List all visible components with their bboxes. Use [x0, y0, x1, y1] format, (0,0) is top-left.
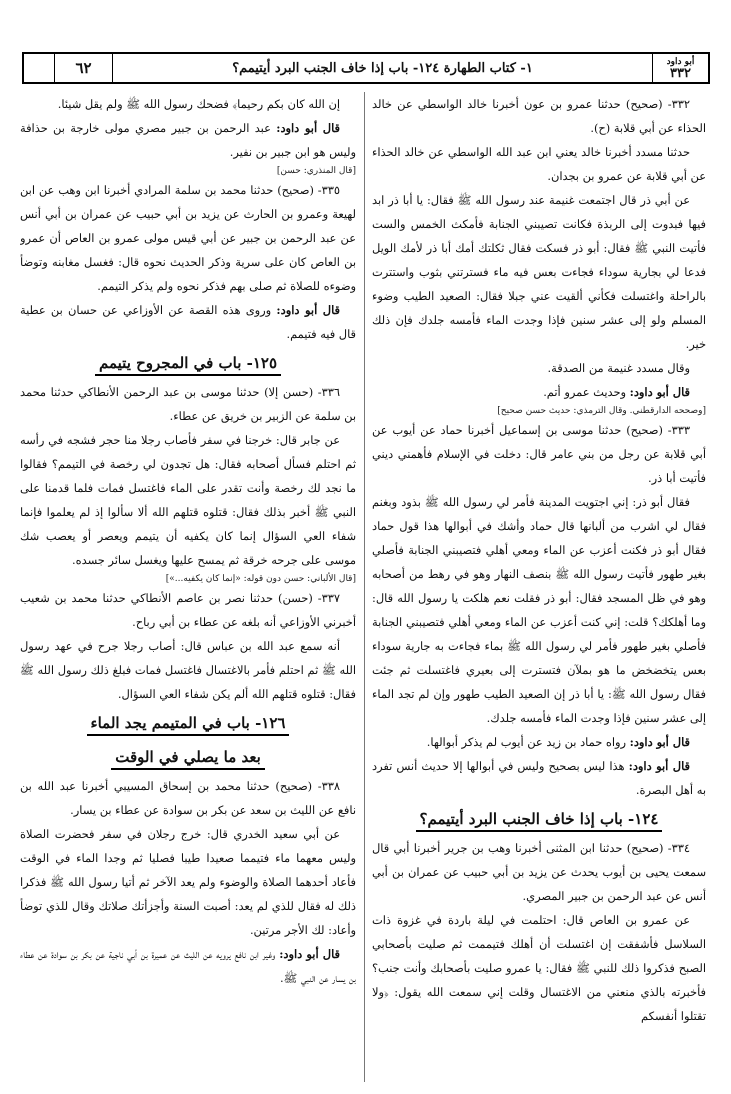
- hadith-paragraph: ٣٣٢- (صحيح) حدثنا عمرو بن عون أخبرنا خالد الواسطي عن خالد الحذاء عن أبي قلابة (ح).: [372, 97, 706, 135]
- comment-text: وحديث عمرو أتم.: [543, 385, 630, 399]
- chapter-heading: [20, 706, 356, 740]
- abu-dawud-comment: [20, 116, 356, 164]
- abu-dawud-comment: [372, 730, 706, 754]
- comment-label: قال أبو داود:: [629, 385, 690, 399]
- abu-dawud-comment: [20, 942, 356, 990]
- comment-label: قال أبو داود:: [628, 759, 691, 773]
- page-number: ٦٢: [54, 54, 112, 82]
- comment-text: وغير ابن نافع يرويه عن الليث عن عميرة بن أبي ناجية عن بكر بن سوادة عن عطاء بن يسار عن النبي ﷺ.: [20, 947, 356, 985]
- hadith-paragraph: ٣٣٤- (صحيح) حدثنا ابن المثنى أخبرنا وهب بن جرير أخبرنا أبي قال سمعت يحيى بن أيوب يحدث عن يزيد بن أبي حبيب عن عمران بن أبي أنس عن عبد الرحمن بن جبير المصري.: [372, 841, 706, 903]
- comment-text: رواه حماد بن زيد عن أيوب لم يذكر أبوالها.: [426, 735, 630, 749]
- chapter-heading-text: بعد ما يصلي في الوقت: [111, 748, 265, 770]
- chapter-title: ١- كتاب الطهارة ١٢٤- باب إذا خاف الجنب البرد أيتيمم؟: [112, 54, 652, 82]
- right-text-column: [372, 92, 706, 1082]
- hadith-paragraph: ٣٣٧- (حسن) حدثنا نصر بن عاصم الأنطاكي حدثنا محمد بن شعيب أخبرني الأوزاعي أنه بلغه عن عطاء بن أبي رباح.: [20, 591, 356, 629]
- chapter-heading-text: ١٢٤- باب إذا خاف الجنب البرد أيتيمم؟: [416, 810, 663, 832]
- grading-note: [قال المنذري: حسن]: [276, 166, 356, 176]
- hadith-paragraph: عن أبي سعيد الخدري قال: خرج رجلان في سفر فحضرت الصلاة وليس معهما ماء فتيمما صعيدا طيبا فصليا ثم وجدا الماء في الوقت فأعاد أحدهما الصلاة والوضوء ولم يعد الآخر ثم أتيا رسول الله ﷺ فذكرا ذلك له فقال للذي لم يعد: أصبت السنة وأجزأتك صلاتك وقال للذي توضأ وأعاد: لك الأجر مرتين.: [20, 827, 356, 937]
- chapter-heading: [372, 802, 706, 836]
- comment-text: هذا ليس بصحيح وليس في أبوالها إلا حديث أنس تفرد به أهل البصرة.: [372, 759, 706, 797]
- hadith-range: ٣٣٢: [670, 66, 691, 81]
- abu-dawud-comment: [372, 380, 706, 404]
- hadith-paragraph: إن الله كان بكم رحيما﴾ فضحك رسول الله ﷺ ولم يقل شيئا.: [57, 97, 340, 111]
- hadith-paragraph: فقال أبو ذر: إني اجتويت المدينة فأمر لي رسول الله ﷺ بذود وبغنم فقال لي اشرب من ألبانها قال حماد وأشك في أبوالها هذا قول حماد فقال أبو ذر فكنت أعزب عن الماء ومعي أهلي فتصيبني الجنابة فأصلي بغير طهور فأتيت رسول الله ﷺ بنصف النهار وهو في رهط من أصحابه وهو في ظل المسجد فقال: أبو ذر فقلت نعم هلكت يا رسول الله قال: وما أهلكك؟ قلت: إني كنت أعزب عن الماء ومعي أهلي فتصيبني الجنابة فأصلي بغير طهور فأمر لي رسول الله ﷺ بماء فجاءت به جارية سوداء بعس يتخضخض ما هو بملآن فتسترت إلى بعيري فاغتسلت ثم جئت فقال رسول الله ﷺ: يا أبا ذر إن الصعيد الطيب طهور وإن لم تجد الماء إلى عشر سنين فإذا وجدت الماء فأمسه جلدك.: [372, 495, 706, 725]
- column-divider: [364, 92, 365, 1082]
- comment-label: قال أبو داود:: [276, 303, 340, 317]
- chapter-heading-text: ١٢٥- باب في المجروح يتيمم: [95, 354, 281, 376]
- comment-label: قال أبو داود:: [629, 735, 690, 749]
- grading-note: [وصححه الدارقطني. وقال الترمذي: حديث حسن صحيح]: [497, 406, 706, 416]
- chapter-heading: [20, 346, 356, 380]
- page-header: [22, 52, 710, 84]
- abu-dawud-comment: [20, 298, 356, 346]
- comment-text: وروى هذه القصة عن الأوزاعي عن حسان بن عطية قال فيه فتيمم.: [20, 303, 356, 341]
- hadith-paragraph: ٣٣٣- (صحيح) حدثنا موسى بن إسماعيل أخبرنا حماد عن أيوب عن أبي قلابة عن رجل من بني عامر قال: دخلت في الإسلام فأهمني ديني فأتيت أبا ذر.: [372, 423, 706, 485]
- header-blank-cell: [24, 54, 54, 82]
- hadith-reference-box: [652, 54, 708, 82]
- hadith-paragraph: ٣٣٨- (صحيح) حدثنا محمد بن إسحاق المسيبي أخبرنا عبد الله بن نافع عن الليث بن سعد عن بكر بن سوادة عن عطاء بن يسار.: [20, 779, 356, 817]
- comment-label: قال أبو داود:: [279, 947, 341, 961]
- chapter-heading-text: ١٢٦- باب في المتيمم يجد الماء: [87, 714, 290, 736]
- left-text-column: [20, 92, 356, 1082]
- hadith-paragraph: ٣٣٦- (حسن إلا) حدثنا موسى بن عبد الرحمن الأنطاكي حدثنا محمد بن سلمة عن الزبير بن خريق عن عطاء.: [20, 385, 356, 423]
- hadith-paragraph: وقال مسدد غنيمة من الصدقة.: [547, 361, 690, 375]
- hadith-paragraph: عن جابر قال: خرجنا في سفر فأصاب رجلا منا حجر فشجه في رأسه ثم احتلم فسأل أصحابه فقال: هل تجدون لي رخصة في التيمم؟ فقالوا ما نجد لك رخصة وأنت تقدر على الماء فاغتسل فمات فلما قدمنا على النبي ﷺ أخبر بذلك فقال: قتلوه قتلهم الله ألا سألوا إذ لم يعلموا فإنما شفاء العي السؤال إنما كان يكفيه أن يتيمم ويعصر أو يعصب شك موسى على جرحه خرقة ثم يمسح عليها ويغسل سائر جسده.: [20, 433, 356, 567]
- grading-note: [قال الألباني: حسن دون قوله: «إنما كان يكفيه...»]: [165, 574, 356, 584]
- comment-label: قال أبو داود:: [276, 121, 340, 135]
- hadith-paragraph: عن عمرو بن العاص قال: احتلمت في ليلة باردة في غزوة ذات السلاسل فأشفقت إن اغتسلت أن أهلك فتيممت ثم صليت بأصحابي الصبح فذكروا ذلك للنبي ﷺ فقال: يا عمرو صليت بأصحابك وأنت جنب؟ فأخبرته بالذي منعني من الاغتسال وقلت إني سمعت الله يقول: ﴿ولا تقتلوا أنفسكم: [372, 913, 706, 1023]
- chapter-heading: [20, 740, 356, 774]
- hadith-paragraph: ٣٣٥- (صحيح) حدثنا محمد بن سلمة المرادي أخبرنا ابن وهب عن ابن لهيعة وعمرو بن الحارث عن يزيد بن أبي حبيب عن عمران بن أبي أنس عن عبد الرحمن بن جبير عن أبي قيس مولى عمرو بن العاص أن عمرو بن العاص كان على سرية وذكر الحديث نحوه قال: فغسل مغابنه وتوضأ وضوءه للصلاة ثم صلى بهم فذكر نحوه ولم يذكر التيمم.: [20, 183, 356, 293]
- abu-dawud-comment: [372, 754, 706, 802]
- book-name: أبو داود: [666, 57, 695, 67]
- hadith-paragraph: عن أبي ذر قال اجتمعت غنيمة عند رسول الله ﷺ فقال: يا أبا ذر ابد فيها فبدوت إلى الربذة فكانت تصيبني الجنابة فأمكث الخمس والست فأتيت النبي ﷺ فقال: أبو ذر فسكت فقال ثكلتك أمك أبا ذر لأمك الويل فدعا لي بجارية سوداء فجاءت بعس فيه ماء فسترتني بثوب واستترت بالراحلة واغتسلت فكأني ألقيت عني جبلا فقال: الصعيد الطيب وضوء المسلم ولو إلى عشر سنين فإذا وجدت الماء فأمسه جلدك فإن ذلك خير.: [372, 193, 706, 351]
- comment-text: عبد الرحمن بن جبير مصري مولى خارجة بن حذافة وليس هو ابن جبير بن نفير.: [20, 121, 356, 159]
- hadith-paragraph: أنه سمع عبد الله بن عباس قال: أصاب رجلا جرح في عهد رسول الله ﷺ ثم احتلم فأمر بالاغتسال فاغتسل فمات فبلغ ذلك رسول الله ﷺ فقال: قتلوه قتلهم الله ألم يكن شفاء العي السؤال.: [20, 639, 356, 701]
- hadith-paragraph: حدثنا مسدد أخبرنا خالد يعني ابن عبد الله الواسطي عن خالد الحذاء عن أبي قلابة عن عمرو بن بجدان.: [372, 145, 706, 183]
